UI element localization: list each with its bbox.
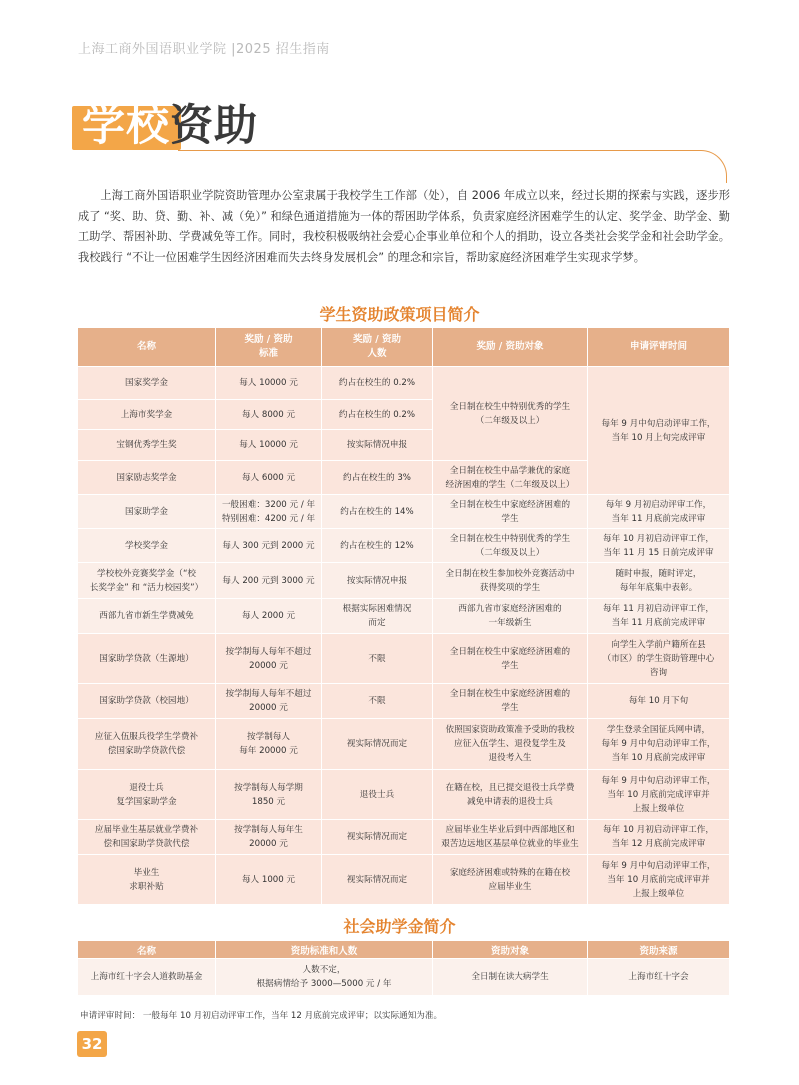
table-row: [78, 959, 730, 996]
title-highlight-text: 学校: [82, 101, 170, 151]
table-row: [78, 770, 730, 820]
cell-name: 上海市红十字会人道救助基金: [78, 959, 216, 996]
cell-name: 学校奖学金: [78, 529, 216, 563]
table-row: [78, 495, 730, 529]
cell-standard: 按学制每人每年不超过 20000 元: [216, 634, 322, 684]
cell-name: 毕业生 求职补贴: [78, 855, 216, 905]
cell-count: 不限: [322, 684, 433, 719]
table-row: [78, 529, 730, 563]
cell-source: 上海市红十字会: [588, 959, 730, 996]
cell-time: 随时申报，随时评定， 每年年底集中表彰。: [588, 563, 730, 599]
table-row: [78, 367, 730, 400]
cell-target: 西部九省市家庭经济困难的 一年级新生: [433, 599, 588, 634]
cell-time: 每年 11 月初启动评审工作， 当年 11 月底前完成评审: [588, 599, 730, 634]
cell-count: 按实际情况申报: [322, 563, 433, 599]
header-count: 奖励 / 资助 人数: [322, 328, 433, 367]
cell-standard: 按学制每人每年不超过 20000 元: [216, 684, 322, 719]
table-row: [78, 719, 730, 770]
cell-standard: 按学制每人每学期 1850 元: [216, 770, 322, 820]
cell-standard: 每人 2000 元: [216, 599, 322, 634]
cell-name: 退役士兵 复学国家助学金: [78, 770, 216, 820]
header-name: 名称: [78, 328, 216, 367]
cell-standard: 每人 10000 元: [216, 430, 322, 461]
cell-standard: 每人 1000 元: [216, 855, 322, 905]
page-number: 32: [77, 1031, 107, 1057]
cell-standard: 每人 8000 元: [216, 400, 322, 430]
social-section-title: 社会助学金简介: [343, 917, 456, 936]
header-target: 资助对象: [433, 941, 588, 959]
cell-name: 学校校外竞赛奖学金（“校 长奖学金” 和 “活力校园奖”）: [78, 563, 216, 599]
cell-count: 视实际情况而定: [322, 855, 433, 905]
cell-name: 国家励志奖学金: [78, 461, 216, 495]
footnote: 申请评审时间： 一般每年 10 月初启动评审工作，当年 12 月底前完成评审；以实际通知为准。: [80, 1011, 443, 1021]
cell-target: 全日制在校生参加校外竞赛活动中 获得奖项的学生: [433, 563, 588, 599]
cell-count: 约占在校生的 0.2%: [322, 367, 433, 400]
cell-standard: 一般困难：3200 元 / 年 特别困难：4200 元 / 年: [216, 495, 322, 529]
cell-time: 每年 10 月初启动评审工作， 当年 12 月底前完成评审: [588, 820, 730, 855]
policy-section-title: 学生资助政策项目简介: [319, 305, 480, 324]
cell-target: 全日制在校生中特别优秀的学生 （二年级及以上）: [433, 529, 588, 563]
table-row: [78, 684, 730, 719]
cell-name: 国家助学金: [78, 495, 216, 529]
table-row: [78, 563, 730, 599]
cell-count: 约占在校生的 0.2%: [322, 400, 433, 430]
table-row: [78, 599, 730, 634]
cell-count: 退役士兵: [322, 770, 433, 820]
table-row: [78, 820, 730, 855]
cell-standard: 每人 10000 元: [216, 367, 322, 400]
cell-count: 不限: [322, 634, 433, 684]
title-rest-text: 资助: [170, 101, 258, 151]
cell-time: 学生登录全国征兵网申请， 每年 9 月中旬启动评审工作， 当年 10 月底前完成评审: [588, 719, 730, 770]
cell-target: 全日制在校生中家庭经济困难的 学生: [433, 684, 588, 719]
cell-target: 全日制在读大病学生: [433, 959, 588, 996]
cell-standard: 每人 200 元到 3000 元: [216, 563, 322, 599]
cell-count: 视实际情况而定: [322, 820, 433, 855]
header-time: 申请评审时间: [588, 328, 730, 367]
cell-target: 全日制在校生中特别优秀的学生 （二年级及以上）: [433, 367, 588, 461]
cell-target: 应届毕业生毕业后到中西部地区和 艰苦边远地区基层单位就业的毕业生: [433, 820, 588, 855]
intro-paragraph: 上海工商外国语职业学院资助管理办公室隶属于我校学生工作部（处），自 2006 年成立以来，经过长期的探索与实践，逐步形成了 “奖、助、贷、勤、补、减（免）” 和绿色通道措施为一体的帮困助学体系，负责家庭经济困难学生的认定、奖学金、助学金、勤工助学、帮困补助、学费减免等工作。同时，我校积极吸纳社会爱心企事业单位和个人的捐助，设立各类社会奖学金和社会助学金。我校践行 “不让一位困难学生因经济困难而失去终身发展机会” 的理念和宗旨，帮助家庭经济困难学生实现求学梦。: [78, 189, 730, 264]
cell-time: 每年 9 月初启动评审工作， 当年 11 月底前完成评审: [588, 495, 730, 529]
cell-standard: 按学制每人 每年 20000 元: [216, 719, 322, 770]
title-decoration-line: [178, 150, 727, 183]
cell-name: 上海市奖学金: [78, 400, 216, 430]
cell-target: 全日制在校生中家庭经济困难的 学生: [433, 634, 588, 684]
cell-time: 每年 9 月中旬启动评审工作， 当年 10 月上旬完成评审: [588, 367, 730, 495]
cell-standard: 人数不定， 根据病情给予 3000—5000 元 / 年: [216, 959, 433, 996]
cell-name: 国家助学贷款（校园地）: [78, 684, 216, 719]
cell-name: 应届毕业生基层就业学费补 偿和国家助学贷款代偿: [78, 820, 216, 855]
cell-target: 家庭经济困难或特殊的在籍在校 应届毕业生: [433, 855, 588, 905]
header-standard: 资助标准和人数: [216, 941, 433, 959]
header-name: 名称: [78, 941, 216, 959]
cell-time: 每年 9 月中旬启动评审工作， 当年 10 月底前完成评审并 上报上级单位: [588, 855, 730, 905]
social-table: [77, 940, 730, 996]
policy-table-header: [78, 328, 730, 367]
cell-name: 应征入伍服兵役学生学费补 偿国家助学贷款代偿: [78, 719, 216, 770]
cell-time: 向学生入学前户籍所在县 （市区）的学生资助管理中心 咨询: [588, 634, 730, 684]
cell-standard: 每人 300 元到 2000 元: [216, 529, 322, 563]
table-row: [78, 634, 730, 684]
cell-name: 国家奖学金: [78, 367, 216, 400]
running-header: 上海工商外国语职业学院 |2025 招生指南: [78, 42, 330, 57]
cell-count: 按实际情况申报: [322, 430, 433, 461]
cell-target: 在籍在校，且已提交退役士兵学费 减免申请表的退役士兵: [433, 770, 588, 820]
cell-target: 全日制在校生中家庭经济困难的 学生: [433, 495, 588, 529]
table-row: [78, 855, 730, 905]
cell-name: 宝钢优秀学生奖: [78, 430, 216, 461]
cell-count: 根据实际困难情况 而定: [322, 599, 433, 634]
cell-count: 视实际情况而定: [322, 719, 433, 770]
header-standard: 奖励 / 资助 标准: [216, 328, 322, 367]
social-table-header: [78, 941, 730, 959]
cell-count: 约占在校生的 14%: [322, 495, 433, 529]
cell-time: 每年 10 月下旬: [588, 684, 730, 719]
cell-target: 依照国家资助政策准予受助的我校 应征入伍学生、退役复学生及 退役考入生: [433, 719, 588, 770]
cell-time: 每年 9 月中旬启动评审工作， 当年 10 月底前完成评审并 上报上级单位: [588, 770, 730, 820]
cell-time: 每年 10 月初启动评审工作， 当年 11 月 15 日前完成评审: [588, 529, 730, 563]
policy-table: [77, 327, 730, 905]
cell-target: 全日制在校生中品学兼优的家庭 经济困难的学生（二年级及以上）: [433, 461, 588, 495]
cell-name: 西部九省市新生学费减免: [78, 599, 216, 634]
cell-name: 国家助学贷款（生源地）: [78, 634, 216, 684]
cell-standard: 每人 6000 元: [216, 461, 322, 495]
cell-count: 约占在校生的 3%: [322, 461, 433, 495]
header-target: 奖励 / 资助对象: [433, 328, 588, 367]
cell-count: 约占在校生的 12%: [322, 529, 433, 563]
header-source: 资助来源: [588, 941, 730, 959]
cell-standard: 按学制每人每年生 20000 元: [216, 820, 322, 855]
